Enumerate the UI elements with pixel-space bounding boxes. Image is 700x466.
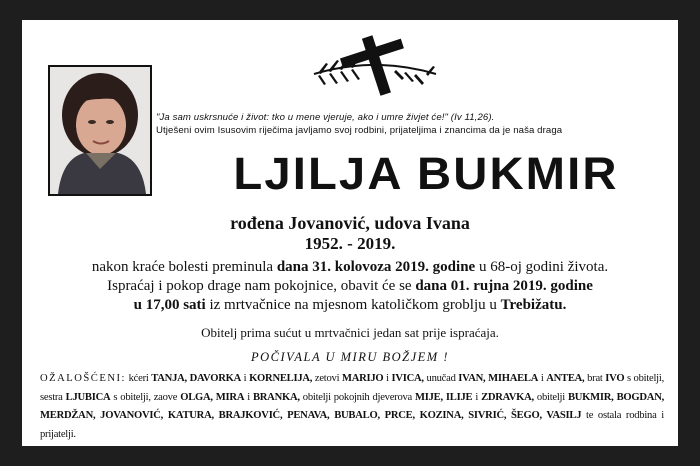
cross-with-palm-icon <box>308 34 442 98</box>
funeral-place-line: u 17,00 sati iz mrtvačnice na mjesnom katoličkom groblju u Trebižatu. <box>133 297 567 313</box>
quote-line: "Ja sam uskrsnuće i život: tko u mene vjeruje, ako i umre živjet će!" (Iv 11,26). <box>156 112 495 123</box>
mourners-list: OŽALOŠĆENI: kćeri TANJA, DAVORKA i KORNELIJA, zetovi MARIJO i IVICA, unučad IVAN, MIHAELA i ANTEA, brat IVO s obitelji, sestra LJUBICA s obitelji, zaove OLGA, MIRA i BRANKA, obitelji pokojnih djeverova MIJE, ILIJE i ZDRAVKA, obitelji BUKMIR, BOGDAN, MERDŽAN, JOVANOVIĆ, KATURA, BRAJKOVIĆ, PENAVA, BUBALO, PRCE, KOZINA, SIVRIĆ, ŠEGO, VASILJ te ostala rodbina i prijatelji. <box>40 373 664 440</box>
maiden-name: rođena Jovanović, udova Ivana <box>230 213 470 233</box>
bible-quote <box>156 111 672 137</box>
funeral-line: Ispraćaj i pokop drage nam pokojnice, obavit će se dana 01. rujna 2019. godine <box>107 278 593 294</box>
obituary-card <box>22 20 678 446</box>
rest-in-peace: POČIVALA U MIRU BOŽJEM ! <box>250 350 449 364</box>
announcement-line: Utješeni ovim Isusovim riječima javljamo svoj rodbini, prijateljima i znancima da je naša draga <box>156 125 563 136</box>
deceased-name: LJILJA BUKMIR <box>233 148 619 199</box>
life-years: 1952. - 2019. <box>304 234 396 253</box>
condolence-notice: Obitelj prima sućut u mrtvačnici jedan sat prije ispraćaja. <box>201 325 499 340</box>
portrait-photo <box>48 65 152 196</box>
death-notice-text <box>22 258 678 315</box>
death-date-line: nakon kraće bolesti preminula dana 31. kolovoza 2019. godine u 68-oj godini života. <box>91 259 609 275</box>
